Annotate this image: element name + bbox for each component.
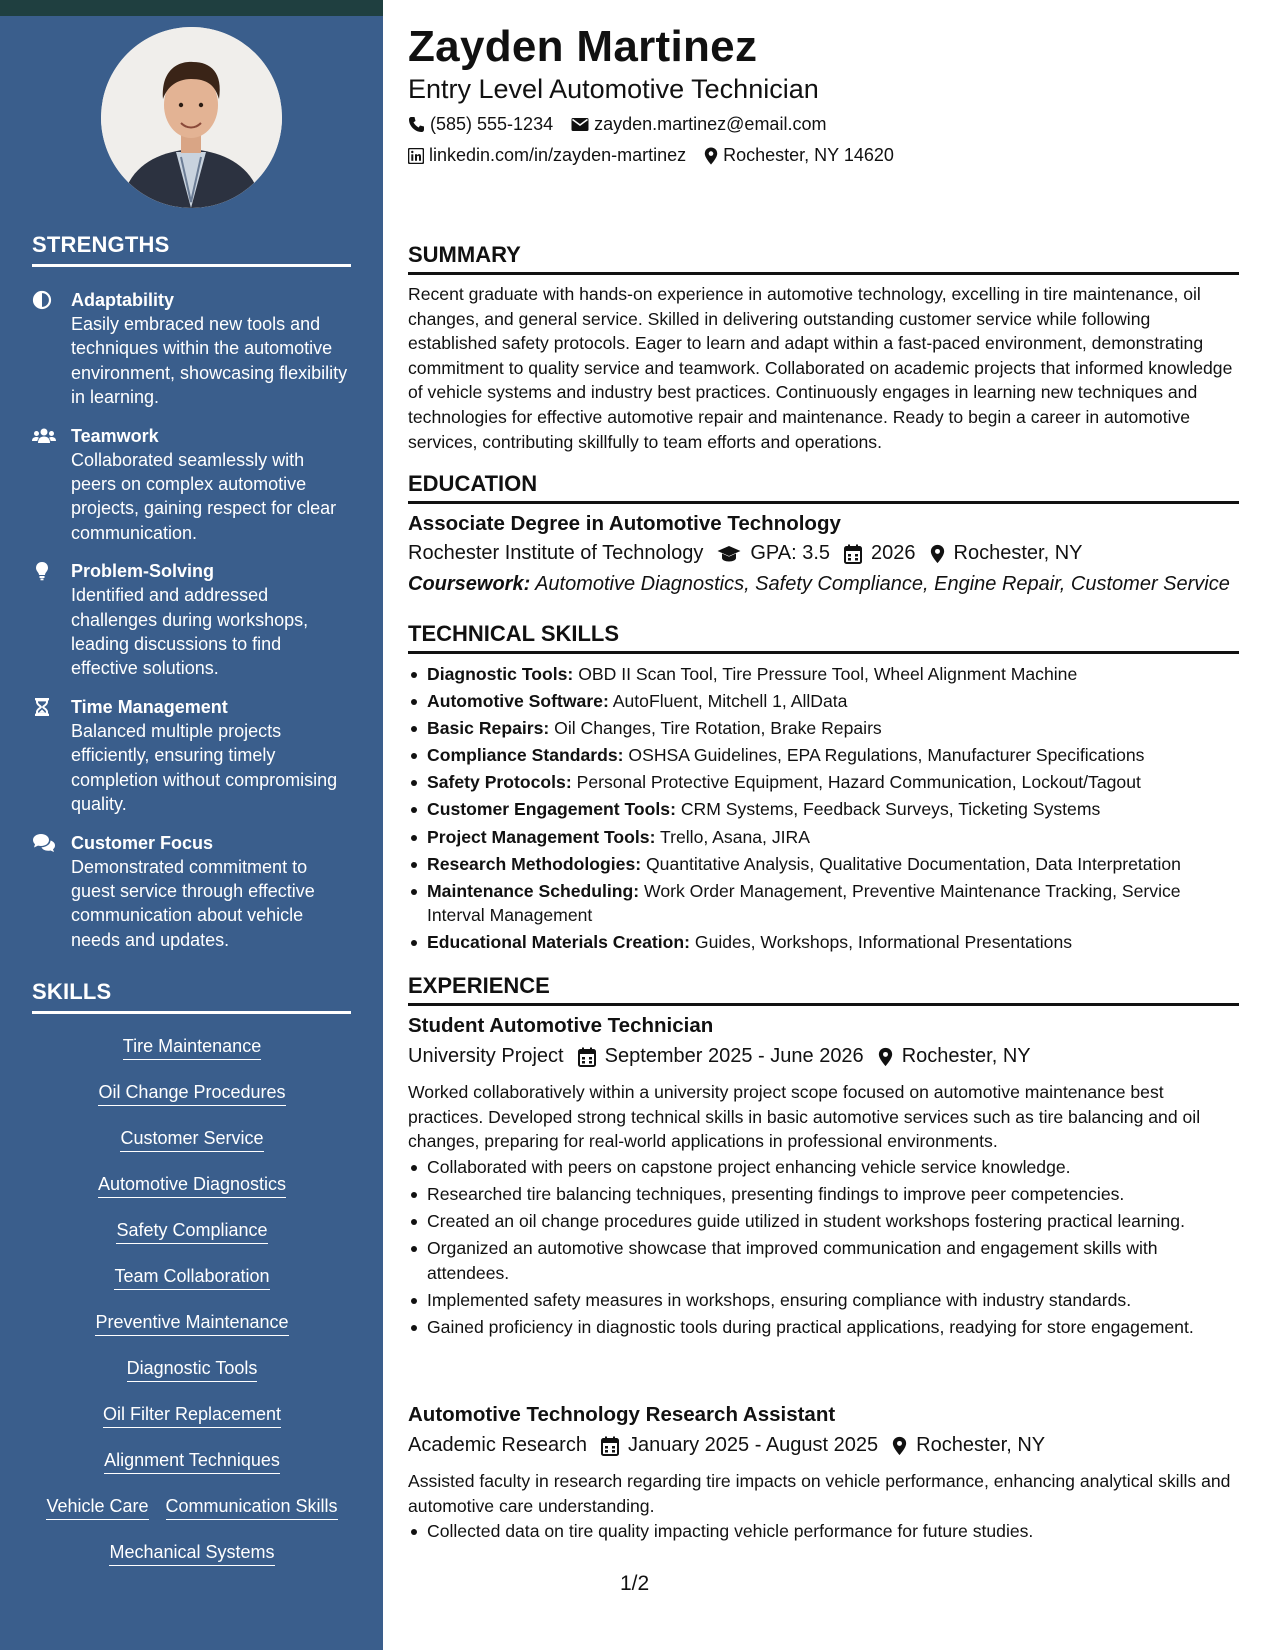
map-pin-icon — [892, 1436, 907, 1456]
skill-tag: Tire Maintenance — [123, 1035, 261, 1060]
chat-bubbles-icon — [32, 833, 54, 853]
skill-value: CRM Systems, Feedback Surveys, Ticketing Systems — [680, 799, 1101, 820]
job-bullets — [408, 1519, 1239, 1546]
gpa — [717, 542, 830, 565]
email-text: zayden.martinez@email.com — [594, 114, 827, 134]
skill-label: Project Management Tools: — [427, 826, 656, 847]
skills-list — [32, 1035, 352, 1566]
strengths-title: STRENGTHS — [32, 232, 351, 267]
strength-desc: Easily embraced new tools and techniques within the automotive environment, showcasing flexibility in learning. — [71, 314, 348, 408]
coursework-label: Coursework: — [408, 573, 531, 595]
dates-text: January 2025 - August 2025 — [627, 1434, 879, 1456]
map-pin-icon — [930, 544, 945, 564]
strength-item — [32, 559, 352, 681]
skill-value: Trello, Asana, JIRA — [660, 826, 810, 847]
job-dates — [578, 1045, 864, 1068]
education-meta — [408, 542, 1097, 565]
map-pin-icon — [878, 1047, 893, 1067]
adjust-contrast-icon — [32, 290, 54, 310]
contact-phone — [408, 114, 553, 135]
location-text: Rochester, NY 14620 — [723, 145, 894, 165]
list-item — [408, 879, 1239, 928]
job-org — [408, 1045, 564, 1068]
skill-value: Guides, Workshops, Informational Presentations — [694, 932, 1073, 953]
list-item — [408, 825, 1239, 850]
strength-item — [32, 695, 352, 817]
strength-desc: Identified and addressed challenges during workshops, leading discussions to find effective solutions. — [71, 585, 309, 679]
map-pin-icon — [704, 147, 718, 165]
phone-icon — [408, 116, 425, 133]
graduation-cap-icon — [717, 545, 741, 563]
strength-desc: Balanced multiple projects efficiently, ensuring timely completion without compromising quality. — [71, 720, 338, 815]
school-location — [930, 542, 1083, 565]
strength-title: Teamwork — [71, 425, 159, 446]
page-number: 1/2 — [620, 1572, 650, 1595]
skill-label: Automotive Software: — [427, 691, 609, 712]
job-org — [408, 1434, 587, 1457]
skill-tag: Communication Skills — [166, 1495, 338, 1520]
org-text: University Project — [408, 1045, 564, 1067]
job-description: Worked collaboratively within a university project scope focused on automotive maintenance best practices. Developed strong technical skills in basic automotive services such as tire balancing and oil changes, preparing for real-world applications in professional environments. — [408, 1082, 1201, 1152]
technical-skills-list — [408, 662, 1239, 958]
skill-label: Safety Protocols: — [427, 772, 572, 793]
job-title: Automotive Technology Research Assistant — [408, 1403, 836, 1426]
contact-row — [408, 114, 844, 135]
avatar — [101, 27, 282, 208]
education-title: EDUCATION — [408, 471, 1239, 504]
contact-email[interactable] — [571, 114, 826, 135]
linkedin-text: linkedin.com/in/zayden-martinez — [429, 145, 687, 165]
gpa-text: GPA: 3.5 — [750, 542, 831, 564]
skill-value: AutoFluent, Mitchell 1, AllData — [612, 691, 848, 712]
list-item — [408, 797, 1239, 822]
skill-tag: Alignment Techniques — [104, 1449, 280, 1474]
skill-value: Work Order Management, Preventive Maintenance Tracking, Service Interval Management — [427, 880, 1181, 926]
coursework-text: Automotive Diagnostics, Safety Compliance, Engine Repair, Customer Service — [535, 573, 1230, 595]
strength-title: Time Management — [71, 696, 228, 717]
candidate-name: Zayden Martinez — [408, 22, 758, 71]
job-location — [878, 1045, 1031, 1068]
strength-item — [32, 424, 352, 546]
sidebar-top-bar — [0, 0, 383, 16]
list-item — [408, 662, 1239, 687]
strength-item — [32, 288, 352, 410]
candidate-role: Entry Level Automotive Technician — [408, 74, 819, 104]
sidebar — [0, 0, 383, 1650]
list-item: Implemented safety measures in workshops, ensuring compliance with industry standards. — [408, 1288, 1239, 1313]
skills-title: SKILLS — [32, 979, 351, 1014]
skill-value: Personal Protective Equipment, Hazard Communication, Lockout/Tagout — [576, 772, 1141, 793]
location-text: Rochester, NY — [916, 1434, 1046, 1456]
skill-label: Compliance Standards: — [427, 745, 624, 766]
calendar-icon — [578, 1047, 596, 1067]
list-item: Collaborated with peers on capstone project enhancing vehicle service knowledge. — [408, 1155, 1239, 1180]
skill-tag: Customer Service — [120, 1127, 263, 1152]
school-text: Rochester Institute of Technology — [408, 542, 704, 564]
job-title: Student Automotive Technician — [408, 1014, 714, 1037]
calendar-icon — [844, 544, 862, 564]
skill-tag: Safety Compliance — [116, 1219, 267, 1244]
skill-label: Maintenance Scheduling: — [427, 880, 640, 901]
coursework-line — [408, 573, 1230, 596]
linkedin-icon — [408, 148, 424, 164]
degree-title: Associate Degree in Automotive Technology — [408, 512, 841, 535]
contact-location — [704, 145, 894, 166]
list-item: Gained proficiency in diagnostic tools during practical applications, readying for store engagement. — [408, 1315, 1239, 1340]
dates-text: September 2025 - June 2026 — [604, 1045, 864, 1067]
skill-tag: Oil Change Procedures — [98, 1081, 285, 1106]
skill-label: Diagnostic Tools: — [427, 664, 574, 684]
org-text: Academic Research — [408, 1434, 587, 1456]
strength-desc: Demonstrated commitment to guest service through effective communication about vehicle needs and updates. — [71, 856, 315, 950]
school-location-text: Rochester, NY — [953, 542, 1083, 564]
phone-text: (585) 555-1234 — [430, 114, 554, 134]
list-item — [408, 716, 1239, 741]
skill-tag: Team Collaboration — [114, 1265, 269, 1290]
list-item: Collected data on tire quality impacting vehicle performance for future studies. — [408, 1519, 1239, 1544]
year-text: 2026 — [871, 542, 916, 564]
list-item: Created an oil change procedures guide utilized in student workshops fostering practical learning. — [408, 1209, 1239, 1234]
job-bullets — [408, 1155, 1239, 1342]
job-description: Assisted faculty in research regarding tire impacts on vehicle performance, enhancing analytical skills and automotive care understanding. — [408, 1471, 1231, 1516]
calendar-icon — [601, 1436, 619, 1456]
job-dates — [601, 1434, 878, 1457]
list-item — [408, 770, 1239, 795]
people-group-icon — [32, 426, 54, 446]
skill-label: Customer Engagement Tools: — [427, 799, 676, 820]
skill-tag: Diagnostic Tools — [127, 1357, 258, 1382]
strength-title: Customer Focus — [71, 832, 214, 853]
lightbulb-icon — [32, 561, 54, 581]
school-name — [408, 542, 703, 565]
skill-label: Basic Repairs: — [427, 718, 550, 739]
skill-tag: Preventive Maintenance — [95, 1311, 288, 1336]
grad-year — [844, 542, 916, 565]
contact-linkedin[interactable] — [408, 145, 686, 166]
skill-value: Oil Changes, Tire Rotation, Brake Repairs — [554, 718, 882, 739]
summary-text: Recent graduate with hands-on experience in automotive technology, excelling in tire maintenance, oil changes, and general service. Skilled in delivering outstanding customer service while following established safety protocols. Eager to learn and adapt within a fast-paced environment, demonstrating commitment to quality service and teamwork. Collaborated on academic projects that informed knowledge of vehicle systems and industry best practices. Continuously engages in learning new techniques and technologies for effective automotive repair and maintenance. Ready to begin a career in automotive services, contributing skillfully to team efforts and operations. — [408, 284, 1233, 452]
skill-value: OSHSA Guidelines, EPA Regulations, Manufacturer Specifications — [628, 745, 1145, 766]
skill-tag: Mechanical Systems — [109, 1541, 274, 1566]
summary-title: SUMMARY — [408, 242, 1239, 275]
contact-row — [408, 145, 912, 166]
job-meta — [408, 1045, 1045, 1068]
skill-tag: Vehicle Care — [46, 1495, 148, 1520]
list-item: Researched tire balancing techniques, presenting findings to improve peer competencies. — [408, 1182, 1239, 1207]
technical-skills-title: TECHNICAL SKILLS — [408, 621, 1239, 654]
list-item — [408, 930, 1239, 955]
strength-title: Adaptability — [71, 290, 175, 310]
strength-item — [32, 831, 352, 953]
location-text: Rochester, NY — [901, 1045, 1031, 1067]
envelope-icon — [571, 117, 589, 132]
list-item: Organized an automotive showcase that improved communication and engagement skills with attendees. — [408, 1236, 1239, 1285]
job-meta — [408, 1434, 1059, 1457]
skill-value: Quantitative Analysis, Qualitative Documentation, Data Interpretation — [646, 853, 1181, 874]
list-item — [408, 689, 1239, 714]
skill-value: OBD II Scan Tool, Tire Pressure Tool, Wheel Alignment Machine — [578, 664, 1078, 684]
job-location — [892, 1434, 1045, 1457]
skill-label: Research Methodologies: — [427, 853, 642, 874]
strength-desc: Collaborated seamlessly with peers on complex automotive projects, gaining respect for clear communication. — [71, 449, 337, 543]
list-item — [408, 852, 1239, 877]
skill-label: Educational Materials Creation: — [427, 932, 690, 953]
skill-tag: Automotive Diagnostics — [98, 1173, 286, 1198]
strengths-list — [32, 288, 352, 966]
hourglass-icon — [32, 697, 54, 717]
experience-title: EXPERIENCE — [408, 973, 1239, 1006]
strength-title: Problem-Solving — [71, 561, 215, 582]
list-item — [408, 743, 1239, 768]
skill-tag: Oil Filter Replacement — [103, 1403, 281, 1428]
